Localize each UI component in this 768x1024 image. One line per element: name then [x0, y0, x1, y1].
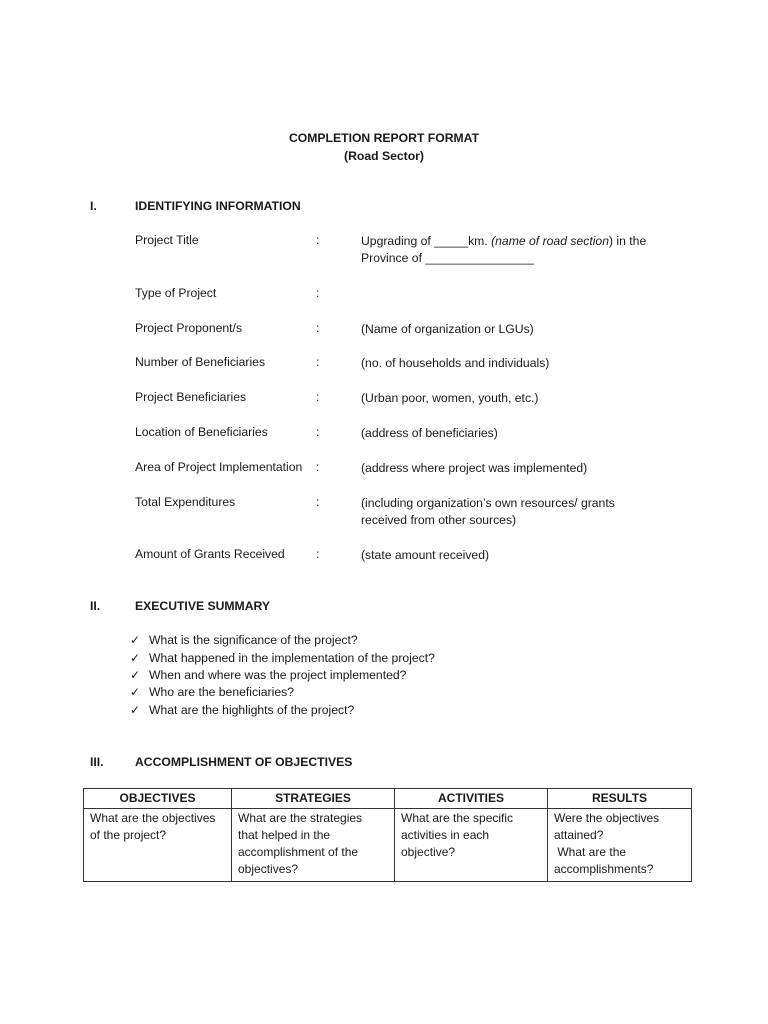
section-1-heading: IDENTIFYING INFORMATION: [135, 199, 301, 213]
cell-line: What are the strategies: [238, 811, 363, 825]
field-value-project-beneficiaries: (Urban poor, women, youth, etc.): [361, 391, 539, 405]
cell-line: Were the objectives: [554, 811, 660, 825]
cell-line: accomplishment of the: [238, 845, 359, 859]
cell-line: activities in each: [401, 828, 490, 842]
cell-line: that helped in the: [238, 828, 331, 842]
checklist-item-text: What happened in the implementation of the project?: [149, 651, 435, 665]
title-line-1: COMPLETION REPORT FORMAT: [288, 131, 480, 145]
cell-line: attained?: [554, 828, 604, 842]
field-colon: :: [316, 355, 320, 369]
column-header-strategies: STRATEGIES: [232, 789, 395, 809]
cell-line: What are the: [554, 845, 627, 859]
document-title: [0, 129, 768, 165]
check-icon: ✓: [130, 703, 141, 717]
checklist-item-text: Who are the beneficiaries?: [149, 685, 294, 699]
field-colon: :: [316, 390, 320, 404]
table-header-row: [84, 789, 692, 809]
title-line-2: (Road Sector): [344, 149, 424, 163]
project-title-value-line-2: Province of ________________: [361, 251, 534, 265]
field-label-type-of-project: Type of Project: [135, 286, 217, 300]
total-expenditures-value-line-2: received from other sources): [361, 513, 517, 527]
table-cell-results: [548, 809, 692, 882]
checklist-item: [130, 703, 354, 717]
table-row: [84, 809, 692, 882]
section-2-heading: EXECUTIVE SUMMARY: [135, 599, 270, 613]
cell-line: accomplishments?: [554, 862, 654, 876]
field-value-number-of-beneficiaries: (no. of households and individuals): [361, 356, 550, 370]
field-label-location-of-beneficiaries: Location of Beneficiaries: [135, 425, 268, 439]
field-colon: :: [316, 547, 320, 561]
checklist-item-text: When and where was the project implemented?: [149, 668, 407, 682]
field-value-location-of-beneficiaries: (address of beneficiaries): [361, 426, 498, 440]
column-header-results: RESULTS: [548, 789, 692, 809]
project-title-value-italic: (name of road section: [491, 234, 609, 248]
field-colon: :: [316, 286, 320, 300]
field-value-area-of-project-implementation: (address where project was implemented): [361, 461, 588, 475]
objectives-table: [83, 788, 692, 882]
table-cell-strategies: [232, 809, 395, 882]
checklist-item: [130, 685, 294, 699]
field-colon: :: [316, 321, 320, 335]
section-2-number: II.: [90, 599, 101, 613]
check-icon: ✓: [130, 651, 141, 665]
field-colon: :: [316, 495, 320, 509]
column-header-objectives: OBJECTIVES: [84, 789, 232, 809]
section-3-heading: ACCOMPLISHMENT OF OBJECTIVES: [135, 755, 353, 769]
cell-line: objective?: [401, 845, 456, 859]
cell-line: objectives?: [238, 862, 299, 876]
table-cell-objectives: [84, 809, 232, 882]
field-label-total-expenditures: Total Expenditures: [135, 495, 236, 509]
table-cell-activities: [395, 809, 548, 882]
checklist-item: [130, 633, 358, 647]
section-1-number: I.: [90, 199, 97, 213]
cell-line: of the project?: [90, 828, 167, 842]
cell-line: What are the specific: [401, 811, 514, 825]
total-expenditures-value-line-1: (including organization’s own resources/ grants: [361, 496, 615, 510]
column-header-activities: ACTIVITIES: [395, 789, 548, 809]
project-title-value-prefix: Upgrading of _____km.: [361, 234, 492, 248]
field-label-project-proponent: Project Proponent/s: [135, 321, 243, 335]
field-label-project-beneficiaries: Project Beneficiaries: [135, 390, 247, 404]
checklist-item-text: What are the highlights of the project?: [149, 703, 355, 717]
field-label-project-title: Project Title: [135, 233, 199, 247]
checklist-item: [130, 668, 406, 682]
checklist-item: [130, 651, 435, 665]
check-icon: ✓: [130, 668, 141, 682]
field-label-amount-of-grants-received: Amount of Grants Received: [135, 547, 285, 561]
field-value-project-title: [361, 233, 646, 267]
check-icon: ✓: [130, 633, 141, 647]
section-3-number: III.: [90, 755, 104, 769]
check-icon: ✓: [130, 685, 141, 699]
checklist-item-text: What is the significance of the project?: [149, 633, 358, 647]
field-label-area-of-project-implementation: Area of Project Implementation: [135, 460, 303, 474]
field-value-amount-of-grants-received: (state amount received): [361, 548, 490, 562]
field-label-number-of-beneficiaries: Number of Beneficiaries: [135, 355, 266, 369]
field-value-project-proponent: (Name of organization or LGUs): [361, 322, 534, 336]
cell-line: What are the objectives: [90, 811, 216, 825]
field-colon: :: [316, 233, 320, 247]
field-colon: :: [316, 460, 320, 474]
field-value-total-expenditures: [361, 495, 615, 529]
project-title-value-suffix: ) in the: [608, 234, 647, 248]
field-colon: :: [316, 425, 320, 439]
